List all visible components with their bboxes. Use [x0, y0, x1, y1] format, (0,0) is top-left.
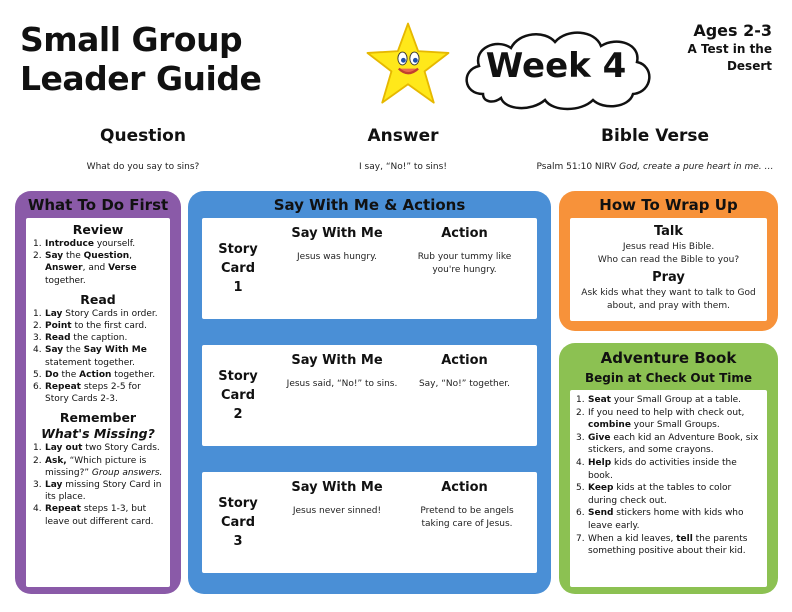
answer-heading: Answer — [367, 126, 439, 146]
question-text: What do you say to sins? — [86, 162, 200, 172]
say-with-me-panel — [188, 191, 551, 594]
list-item: 4. Repeat steps 1-3, but leave out different card. — [33, 504, 154, 527]
adventure-book-title: Adventure Book — [600, 349, 737, 367]
talk-heading: Talk — [653, 224, 684, 239]
story-card-1-label: Story Card 1 — [218, 242, 258, 295]
list-item: 2. If you need to help with check out, combine your Small Groups. — [576, 407, 745, 431]
verse-quote: God, create a pure heart in me. … — [619, 162, 774, 172]
list-item: 1. Lay out two Story Cards. — [33, 443, 160, 454]
star-mascot-icon — [362, 18, 454, 110]
remember-steps — [33, 442, 163, 527]
say-with-me-heading: Say With Me — [291, 480, 383, 495]
say-with-me-heading: Say With Me — [291, 353, 383, 368]
how-to-wrap-up-title: How To Wrap Up — [599, 196, 738, 214]
review-steps — [33, 238, 163, 287]
list-item: 5. Keep kids at the tables to color during check out. — [576, 483, 732, 506]
say-with-me-title: Say With Me & Actions — [273, 196, 466, 214]
talk-line-1: Jesus read His Bible. — [622, 242, 715, 252]
story-card-3-label: Story Card 3 — [218, 496, 258, 549]
adventure-book-panel — [559, 343, 778, 594]
whats-missing-heading: What's Missing? — [41, 426, 155, 442]
action-heading: Action — [441, 226, 488, 241]
list-item: 2. Ask, “Which picture is missing?” Group answers. — [33, 455, 163, 478]
page-title — [20, 20, 261, 98]
list-item: 7. When a kid leaves, tell the parents something positive about their kid. — [576, 533, 748, 557]
story-card-1-action: Rub your tummy like you're hungry. — [417, 252, 512, 275]
list-item: 5. Do the Action together. — [33, 369, 156, 380]
pray-line-1: Ask kids what they want to talk to God — [581, 288, 756, 298]
title-line-2: Leader Guide — [20, 59, 262, 98]
what-to-do-first-panel — [15, 191, 181, 594]
list-item: 4. Help kids do activities inside the book. — [576, 457, 737, 481]
remember-heading: Remember — [59, 410, 137, 426]
story-card-2-action: Say, “No!” together. — [418, 379, 511, 389]
list-item: 1. Seat your Small Group at a table. — [576, 395, 741, 405]
list-item: 3. Give each kid an Adventure Book, six stickers, and some crayons. — [576, 432, 759, 456]
adventure-book-steps — [576, 394, 761, 558]
lesson-title-line-2: Desert — [726, 59, 772, 73]
list-item: 3. Read the caption. — [33, 333, 128, 344]
talk-line-2: Who can read the Bible to you? — [597, 255, 740, 265]
list-item: 2. Say the Question, Answer, and Verse together. — [33, 251, 137, 286]
list-item: 6. Repeat steps 2-5 for Story Cards 2-3. — [33, 382, 141, 405]
pray-heading: Pray — [652, 270, 685, 285]
list-item: 1. Introduce yourself. — [33, 239, 136, 249]
adventure-book-content — [570, 390, 767, 587]
how-to-wrap-up-panel — [559, 191, 778, 331]
lesson-info — [687, 20, 772, 75]
verse-heading: Bible Verse — [600, 126, 710, 146]
read-steps — [33, 308, 163, 406]
verse-text — [530, 162, 780, 172]
story-card-1-row — [202, 218, 537, 319]
story-card-3-say: Jesus never sinned! — [292, 506, 382, 516]
wrap-up-content — [570, 218, 767, 321]
list-item: 6. Send stickers home with kids who leave early. — [576, 508, 744, 531]
question-heading: Question — [100, 126, 186, 146]
review-heading: Review — [72, 222, 124, 237]
action-heading: Action — [441, 353, 488, 368]
story-card-2-label: Story Card 2 — [218, 369, 258, 422]
adventure-book-subtitle: Begin at Check Out Time — [584, 371, 753, 385]
story-card-3-row — [202, 472, 537, 573]
what-to-do-first-title: What To Do First — [27, 196, 169, 214]
read-heading: Read — [80, 291, 116, 307]
week-label: Week 4 — [485, 46, 627, 86]
title-line-1: Small Group — [20, 20, 243, 59]
list-item: 4. Say the Say With Me statement together. — [33, 345, 147, 368]
story-card-1-say: Jesus was hungry. — [297, 252, 377, 262]
story-card-2-row — [202, 345, 537, 446]
verse-reference: Psalm 51:10 NIRV — [536, 162, 620, 172]
story-card-3-action: Pretend to be angels taking care of Jesus. — [420, 506, 514, 529]
what-to-do-first-content — [26, 218, 170, 587]
answer-text: I say, “No!” to sins! — [359, 162, 447, 172]
say-with-me-heading: Say With Me — [291, 226, 383, 241]
lesson-title-line-1: A Test in the — [687, 42, 772, 56]
list-item: 1. Lay Story Cards in order. — [33, 308, 158, 319]
pray-line-2: about, and pray with them. — [607, 301, 730, 311]
list-item: 3. Lay missing Story Card in its place. — [33, 480, 162, 503]
action-heading: Action — [441, 480, 488, 495]
story-card-2-say: Jesus said, “No!” to sins. — [286, 379, 398, 389]
ages-label: Ages 2-3 — [693, 21, 772, 40]
list-item: 2. Point to the first card. — [33, 321, 147, 332]
